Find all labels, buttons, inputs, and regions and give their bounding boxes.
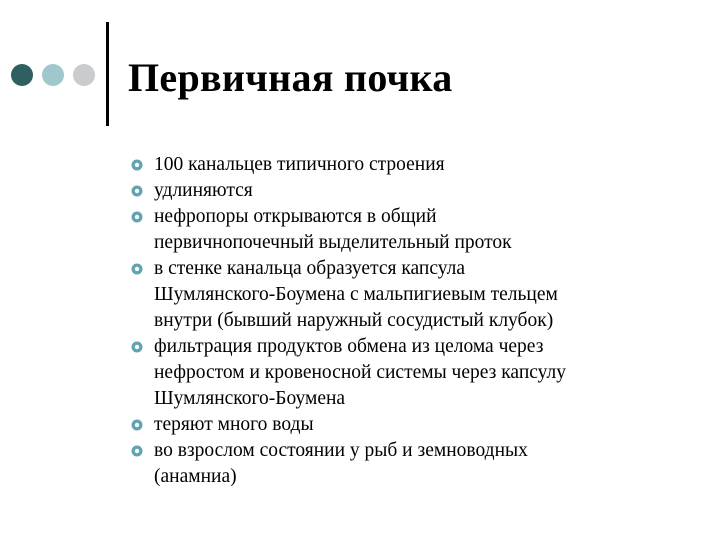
bullet-item	[130, 256, 690, 334]
dot-dark-icon	[11, 64, 33, 86]
slide-title: Первичная почка	[128, 55, 453, 100]
bullet-item	[130, 334, 690, 412]
bullet-item	[130, 152, 690, 178]
bullet-item	[130, 412, 690, 438]
title-divider	[106, 22, 109, 126]
bullet-item	[130, 204, 690, 256]
circle-bullet-icon	[130, 418, 144, 432]
bullet-text-line: фильтрация продуктов обмена из целома через	[154, 336, 544, 357]
bullet-text-line: во взрослом состоянии у рыб и земноводных	[154, 440, 528, 461]
bullet-text-line: первичнопочечный выделительный проток	[154, 232, 512, 253]
bullet-text-line: Шумлянского-Боумена	[154, 388, 346, 409]
dot-mid-icon	[42, 64, 64, 86]
bullet-item	[130, 438, 690, 490]
dot-light-icon	[73, 64, 95, 86]
circle-bullet-icon	[130, 184, 144, 198]
bullet-text-line: в стенке канальца образуется капсула	[154, 258, 466, 279]
circle-bullet-icon	[130, 158, 144, 172]
circle-bullet-icon	[130, 210, 144, 224]
bullet-text-line: нефростом и кровеносной системы через капсулу	[154, 362, 567, 383]
bullet-text-line: внутри (бывший наружный сосудистый клубок)	[154, 310, 554, 331]
decorative-dots	[0, 60, 100, 90]
bullet-text-line: Шумлянского-Боумена с мальпигиевым тельцем	[154, 284, 558, 305]
bullet-text-line: теряют много воды	[154, 414, 314, 435]
bullet-list	[130, 152, 690, 490]
bullet-text-line: 100 канальцев типичного строения	[154, 154, 445, 175]
circle-bullet-icon	[130, 444, 144, 458]
circle-bullet-icon	[130, 340, 144, 354]
bullet-text-line: нефропоры открываются в общий	[154, 206, 437, 227]
circle-bullet-icon	[130, 262, 144, 276]
bullet-item	[130, 178, 690, 204]
bullet-text-line: (анамниа)	[154, 466, 237, 487]
bullet-text-line: удлиняются	[154, 180, 253, 201]
